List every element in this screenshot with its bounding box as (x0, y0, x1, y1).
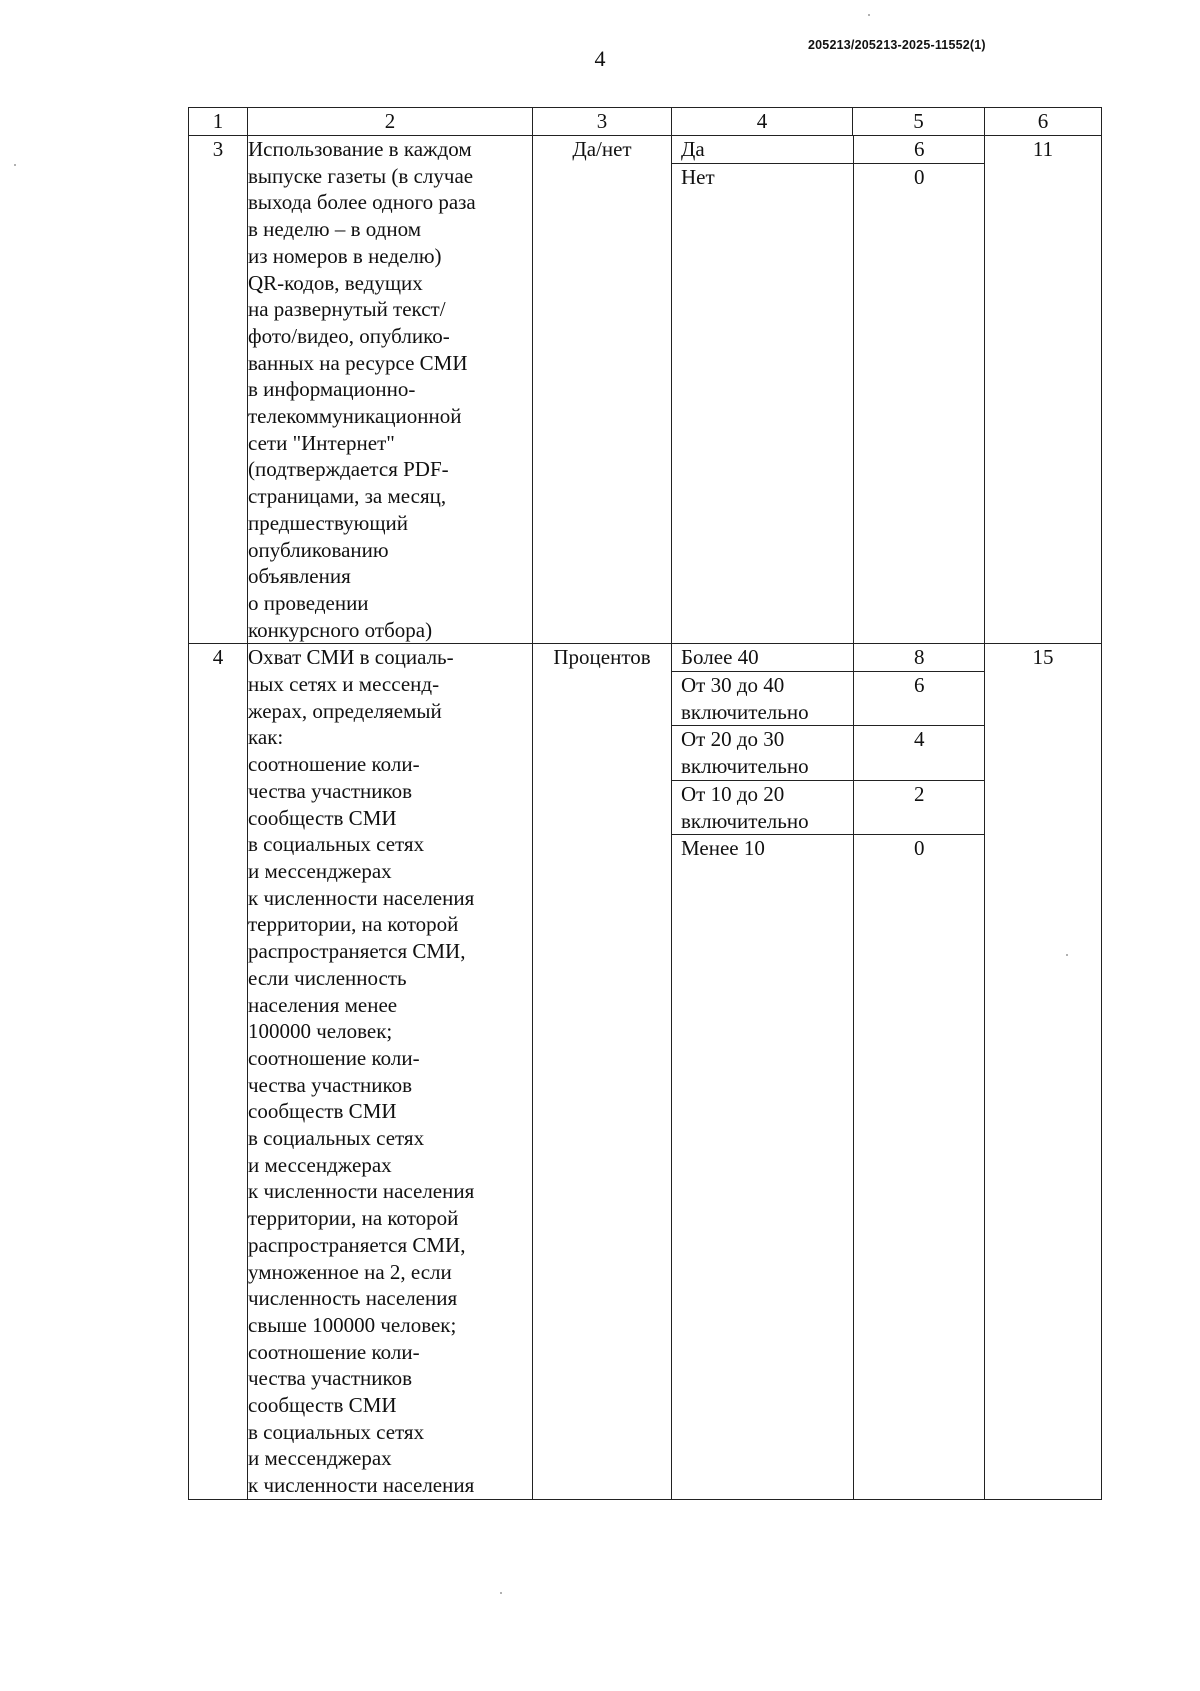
max-score: 11 (985, 136, 1102, 644)
criterion-line: страницами, за месяц, (248, 484, 447, 509)
criterion-line: телекоммуникационной (248, 404, 462, 429)
option-row (672, 136, 985, 163)
criterion-line: Использование в каждом (248, 137, 472, 161)
criterion-line: численность населения (248, 1286, 458, 1311)
criterion-line: сети "Интернет" (248, 430, 395, 455)
criterion-line: (подтверждается PDF- (248, 457, 449, 482)
option-score: 8 (853, 644, 985, 671)
option-row (672, 644, 985, 671)
option-label (672, 835, 853, 1499)
option-label-line: Нет (681, 164, 715, 189)
criterion-line: жерах, определяемый (248, 698, 442, 723)
criterion-line: 100000 человек; (248, 1019, 393, 1044)
option-score: 4 (853, 726, 985, 780)
criterion-line: распространяется СМИ, (248, 1232, 466, 1257)
criterion-line: сообществ СМИ (248, 1099, 397, 1124)
max-score: 15 (985, 644, 1102, 1500)
options-table (672, 644, 985, 1499)
criterion-line: соотношение коли- (248, 1045, 420, 1070)
criterion-line: выпуске газеты (в случае (248, 163, 474, 188)
option-label-line: Да (681, 137, 705, 161)
criterion-line: к численности населения (248, 885, 475, 910)
criterion-line: свыше 100000 человек; (248, 1312, 457, 1337)
option-row (672, 835, 985, 1499)
criterion-line: чества участников (248, 1366, 413, 1391)
column-header: 6 (985, 108, 1102, 136)
criterion-line: чества участников (248, 1072, 413, 1097)
criterion-line: выхода более одного раза (248, 190, 476, 215)
option-label (672, 163, 853, 643)
option-label (672, 672, 853, 726)
criterion-line: и мессенджерах (248, 1446, 392, 1471)
unit-cell: Да/нет (533, 136, 672, 644)
option-label-line: Менее 10 (681, 836, 765, 861)
scan-speck (500, 1592, 502, 1594)
criterion-line: из номеров в неделю) (248, 243, 442, 268)
option-row (672, 672, 985, 726)
criterion-line: в неделю – в одном (248, 217, 421, 242)
option-label-line: От 30 до 40 (681, 673, 785, 698)
option-label-line: От 20 до 30 (681, 727, 785, 752)
column-header: 3 (533, 108, 672, 136)
criterion-line: территории, на которой (248, 912, 459, 937)
criterion-line: конкурсного отбора) (248, 617, 433, 642)
criterion-line: сообществ СМИ (248, 1393, 397, 1418)
criterion-line: к численности населения (248, 1473, 475, 1498)
column-header: 5 (853, 108, 985, 136)
criterion-line: распространяется СМИ, (248, 939, 466, 964)
unit-cell: Процентов (533, 644, 672, 1500)
criterion-line: соотношение коли- (248, 752, 420, 777)
criterion-line: Охват СМИ в социаль- (248, 645, 454, 670)
criterion-line: как: (248, 725, 284, 750)
option-label-line: Более 40 (681, 645, 759, 670)
criterion-text (248, 644, 533, 1500)
column-header: 2 (248, 108, 533, 136)
option-row (672, 726, 985, 780)
criteria-table (188, 107, 1102, 1500)
option-score: 0 (914, 164, 925, 189)
criterion-line: ных сетях и мессенд- (248, 672, 440, 697)
criterion-line: и мессенджерах (248, 1152, 392, 1177)
criterion-line: предшествующий (248, 510, 409, 535)
option-row (672, 163, 985, 643)
criterion-line: в социальных сетях (248, 1419, 425, 1444)
criterion-text (248, 136, 533, 644)
criterion-line: и мессенджерах (248, 858, 392, 883)
page-number: 4 (594, 46, 606, 71)
row-number: 4 (189, 644, 248, 1500)
option-score: 2 (853, 780, 985, 834)
options-cell (672, 644, 985, 1500)
row-number: 3 (189, 136, 248, 644)
criterion-line: в социальных сетях (248, 832, 425, 857)
criterion-line: QR-кодов, ведущих (248, 270, 423, 295)
criterion-line: ванных на ресурсе СМИ (248, 350, 468, 375)
criterion-line: опубликованию (248, 537, 389, 562)
scan-speck (868, 14, 870, 16)
criterion-line: чества участников (248, 778, 413, 803)
criterion-line: к численности населения (248, 1179, 475, 1204)
document-id: 205213/205213-2025-11552(1) (808, 38, 986, 52)
criterion-line: в социальных сетях (248, 1126, 425, 1151)
option-label (672, 644, 853, 671)
option-label (672, 780, 853, 834)
option-score: 0 (914, 836, 925, 861)
criterion-line: в информационно- (248, 377, 416, 402)
criterion-line: на развернутый текст/ (248, 297, 446, 322)
option-label-line: включительно (681, 808, 809, 833)
column-number-row (189, 108, 1102, 136)
scan-speck (14, 164, 16, 166)
column-header: 4 (672, 108, 853, 136)
table-row (189, 136, 1102, 644)
options-table (672, 136, 985, 643)
options-cell (672, 136, 985, 644)
criterion-line: населения менее (248, 992, 398, 1017)
option-label-line: включительно (681, 754, 809, 779)
option-label (672, 136, 853, 163)
criterion-line: объявления (248, 564, 351, 589)
option-row (672, 780, 985, 834)
criterion-line: соотношение коли- (248, 1339, 420, 1364)
criterion-line: о проведении (248, 590, 369, 615)
option-label-line: включительно (681, 699, 809, 724)
column-header: 1 (189, 108, 248, 136)
option-label-line: От 10 до 20 (681, 781, 785, 806)
criterion-line: фото/видео, опублико- (248, 323, 450, 348)
criterion-line: если численность (248, 965, 407, 990)
table-row (189, 644, 1102, 1500)
criterion-line: территории, на которой (248, 1206, 459, 1231)
option-score: 6 (853, 672, 985, 726)
option-score: 6 (853, 136, 985, 163)
criterion-line: умноженное на 2, если (248, 1259, 452, 1284)
criterion-line: сообществ СМИ (248, 805, 397, 830)
option-label (672, 726, 853, 780)
